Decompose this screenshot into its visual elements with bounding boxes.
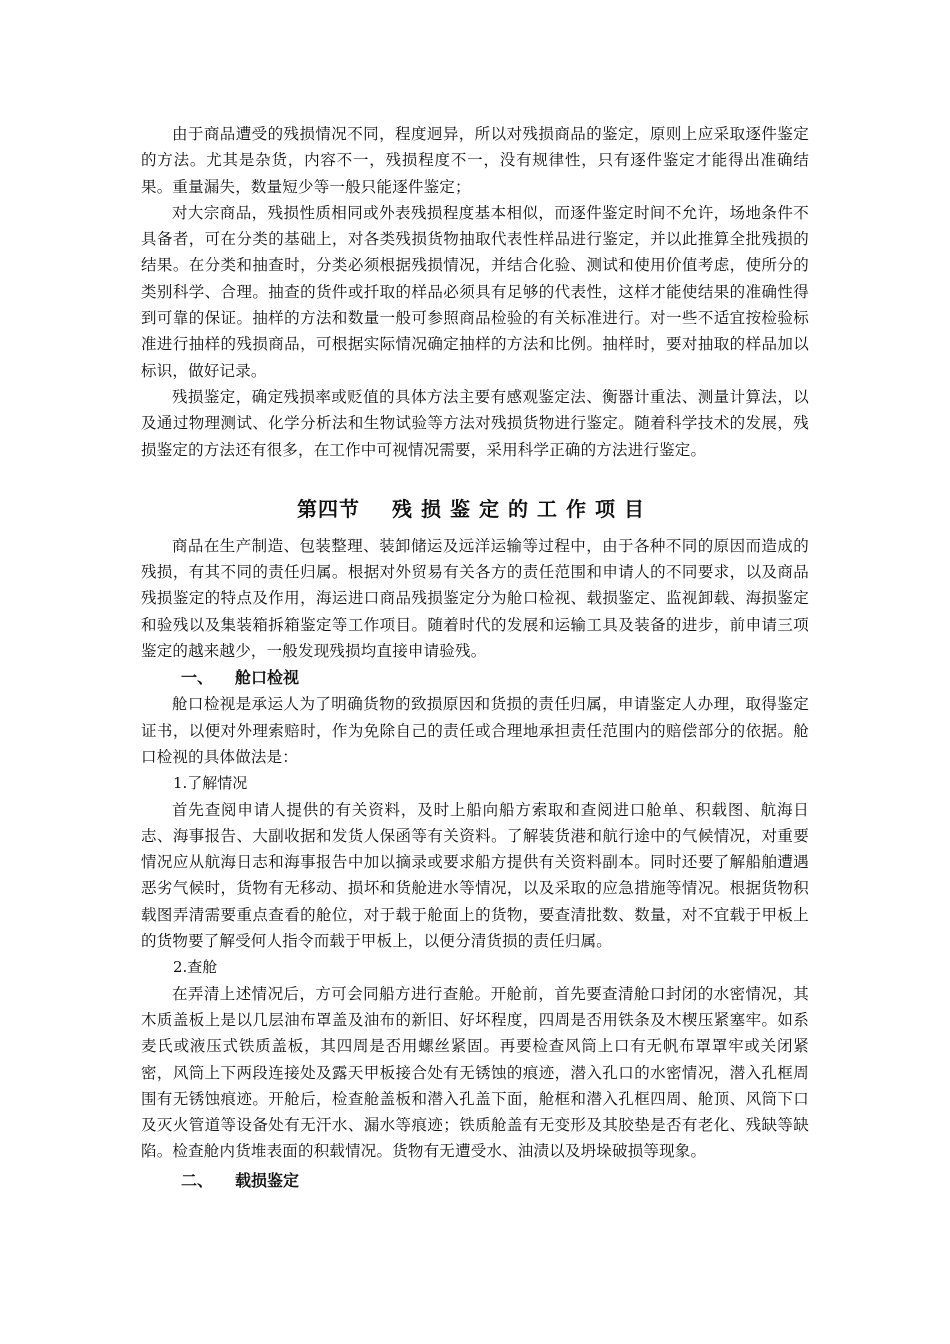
page-content [141, 121, 809, 1194]
subheading-title: 舱口检视 [235, 668, 300, 688]
body-paragraph: 由于商品遭受的残损情况不同，程度迥异，所以对残损商品的鉴定，原则上应采取逐件鉴定的方法。尤其是杂货，内容不一，残损程度不一，没有规律性，只有逐件鉴定才能得出准确结果。重量漏失，数量短少等一般只能逐件鉴定； [141, 125, 809, 196]
section-title [141, 495, 809, 523]
section-number: 第四节 [297, 496, 360, 521]
subheading-hatch-inspection [141, 664, 809, 691]
body-paragraph: 首先查阅申请人提供的有关资料，及时上船向船方索取和查阅进口舱单、积载图、航海日志、海事报告、大副收据和发货人保函等有关资料。了解装货港和航行途中的气候情况，对重要情况应从航海日志和海事报告中加以摘录或要求船方提供有关资料副本。同时还要了解船舶遭遇恶劣气候时，货物有无移动、损坏和货舱进水等情况，以及采取的应急措施等情况。根据货物积载图弄清需要重点查看的舱位，对于载于舱面上的货物，要查清批数、数量，对不宜载于甲板上的货物要了解受何人指令而载于甲板上，以便分清货损的责任归属。 [141, 800, 809, 951]
item-heading: 2.查舱 [173, 958, 218, 977]
subheading-title: 载损鉴定 [235, 1170, 300, 1190]
body-paragraph: 对大宗商品，残损性质相同或外表残损程度基本相似，而逐件鉴定时间不允许，场地条件不具备者，可在分类的基础上，对各类残损货物抽取代表性样品进行鉴定，并以此推算全批残损的结果。在分类和抽查时，分类必须根据残损情况，并结合化验、测试和使用价值考虑，使所分的类别科学、合理。抽查的货件或扦取的样品必须具有足够的代表性，这样才能使结果的准确性得到可靠的保证。抽样的方法和数量一般可参照商品检验的有关标准进行。对一些不适宜按检验标准进行抽样的残损商品，可根据实际情况确定抽样的方法和比例。抽样时，要对抽取的样品加以标识，做好记录。 [141, 203, 809, 380]
subheading-number: 二、 [181, 1170, 214, 1190]
body-paragraph: 舱口检视是承运人为了明确货物的致损原因和货损的责任归属，申请鉴定人办理，取得鉴定证书，以便对外理索赔时，作为免除自己的责任或合理地承担责任范围内的赔偿部分的依据。舱口检视的具体做法是： [141, 695, 809, 766]
item-heading: 1.了解情况 [173, 774, 248, 793]
subheading-loading-damage [141, 1167, 809, 1194]
body-paragraph: 在弄清上述情况后，方可会同船方进行查舱。开舱前，首先要查清舱口封闭的水密情况，其木质盖板上是以几层油布罩盖及油布的新旧、好坏程度，四周是否用铁条及木楔压紧塞牢。如系麦氏或液压式铁质盖板，其四周是否用螺丝紧固。再要检查风筒上口有无帆布罩罩牢或关闭紧密，风筒上下两段连接处及露天甲板接合处有无锈蚀的痕迹，潜入孔口的水密情况，潜入孔框周围有无锈蚀痕迹。开舱后，检查舱盖板和潜入孔盖下面，舱框和潜入孔框四周、舱顶、风筒下口及灭火管道等设备处有无汗水、漏水等痕迹；铁质舱盖有无变形及其胶垫是否有老化、残缺等缺陷。检查舱内货堆表面的积载情况。货物有无遭受水、油渍以及坍垛破损等现象。 [141, 984, 809, 1161]
section-name: 残损鉴定的工作项目 [392, 496, 653, 521]
subheading-number: 一、 [181, 668, 214, 688]
body-paragraph: 残损鉴定，确定残损率或贬值的具体方法主要有感观鉴定法、衡器计重法、测量计算法，以及通过物理测试、化学分析法和生物试验等方法对残损货物进行鉴定。随着科学技术的发展，残损鉴定的方法还有很多，在工作中可视情况需要，采用科学正确的方法进行鉴定。 [141, 387, 809, 459]
section-intro-paragraph: 商品在生产制造、包装整理、装卸储运及远洋运输等过程中，由于各种不同的原因而造成的残损，有其不同的责任归属。根据对外贸易有关各方的责任范围和申请人的不同要求，以及商品残损鉴定的特点及作用，海运进口商品残损鉴定分为舱口检视、载损鉴定、监视卸载、海损鉴定和验残以及集装箱拆箱鉴定等工作项目。随着时代的发展和运输工具及装备的进步，前申请三项鉴定的越来越少，一般发现残损均直接申请验残。 [141, 536, 809, 661]
